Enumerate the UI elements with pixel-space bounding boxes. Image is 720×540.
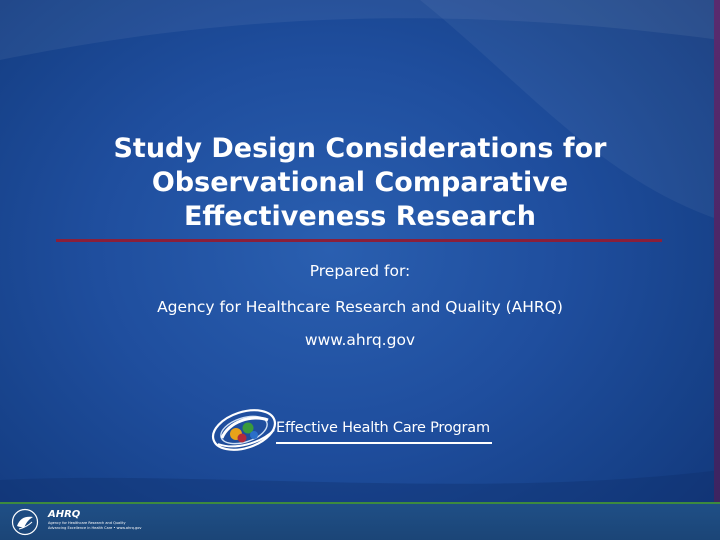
ehc-underline <box>276 442 492 444</box>
hhs-eagle-icon <box>10 508 40 536</box>
effective-health-care-logo <box>208 404 498 460</box>
prepared-for-label: Prepared for: <box>309 262 411 280</box>
title-line-2: Observational Comparative <box>151 167 569 198</box>
ahrq-tagline: Advancing Excellence in Health Care • www.ahrq.gov <box>48 526 142 530</box>
title-line-3: Effectiveness Research <box>183 201 537 232</box>
ahrq-full-name: Agency for Healthcare Research and Quality <box>48 521 126 525</box>
ahrq-wordmark: AHRQ <box>48 509 81 520</box>
website-link[interactable]: www.ahrq.gov <box>304 331 416 349</box>
slide-title <box>60 132 660 234</box>
ehc-swirl-icon <box>208 404 280 456</box>
right-edge-accent <box>714 0 720 540</box>
agency-name: Agency for Healthcare Research and Quality (AHRQ) <box>157 298 563 316</box>
ehc-program-name: Effective Health Care Program <box>276 420 490 436</box>
title-line-1: Study Design Considerations for <box>113 133 607 164</box>
title-divider <box>56 239 662 242</box>
footer-bar <box>0 502 720 540</box>
ahrq-logo <box>48 509 168 535</box>
